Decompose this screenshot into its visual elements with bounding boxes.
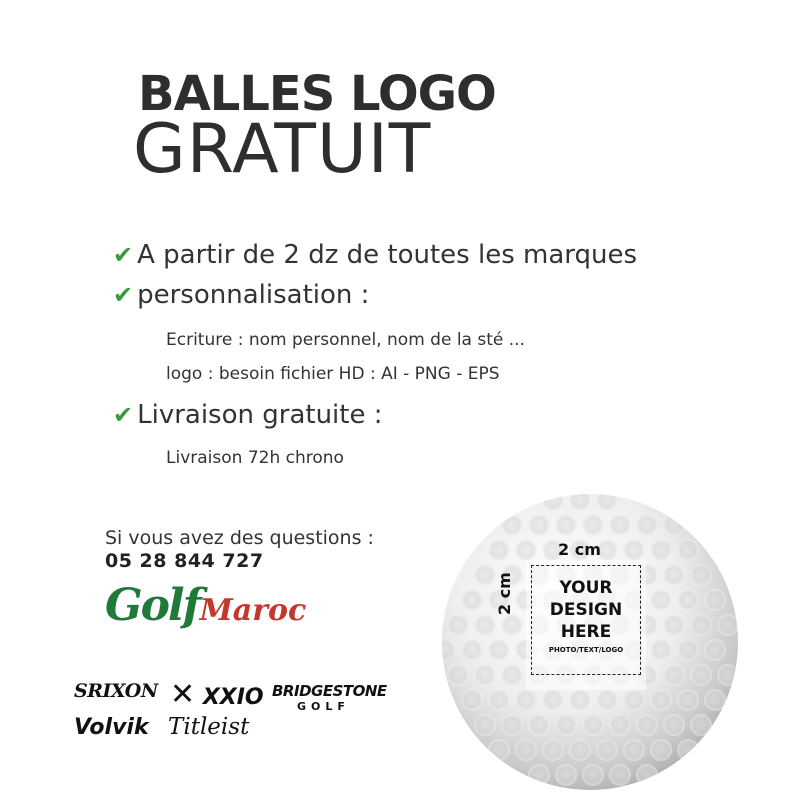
- ball-dimple: [488, 739, 510, 761]
- ball-dimple: [474, 714, 496, 736]
- xxio-text: XXIO: [202, 685, 264, 710]
- ball-dimple: [461, 589, 483, 611]
- ball-dimple: [663, 514, 685, 536]
- volvik-logo: Volvik: [74, 715, 149, 740]
- ball-dimple: [663, 564, 685, 586]
- check-icon: ✔: [113, 281, 134, 309]
- ball-dimple: [501, 614, 523, 636]
- ball-dimple: [717, 614, 739, 636]
- ball-dimple: [528, 764, 550, 786]
- sub-logo: logo : besoin fichier HD : AI - PNG - EPS: [166, 364, 500, 384]
- ball-dimple: [690, 564, 712, 586]
- ball-dimple: [677, 739, 699, 761]
- bullet-text: personnalisation :: [137, 280, 370, 310]
- ball-dimple: [501, 664, 523, 686]
- ball-dimple: [515, 539, 537, 561]
- ball-dimple: [569, 689, 591, 711]
- ball-dimple: [609, 764, 631, 786]
- ball-dimple: [488, 539, 510, 561]
- ball-dimple: [623, 689, 645, 711]
- ball-dimple: [650, 539, 672, 561]
- ball-dimple: [677, 539, 699, 561]
- title-line-1: BALLES LOGO: [138, 66, 496, 122]
- ball-dimple: [650, 589, 672, 611]
- bullet-brands: [113, 240, 637, 270]
- ball-dimple: [555, 764, 577, 786]
- bridgestone-logo: BRIDGESTONE: [272, 682, 387, 700]
- ball-dimple: [690, 664, 712, 686]
- ball-dimple: [650, 689, 672, 711]
- ball-dimple: [461, 689, 483, 711]
- height-dimension-label: 2 cm: [495, 572, 514, 615]
- titleist-logo: Titleist: [168, 714, 250, 740]
- contact-phone[interactable]: 05 28 844 727: [105, 550, 264, 572]
- design-placeholder-sub: PHOTO/TEXT/LOGO: [548, 646, 624, 654]
- ball-dimple: [704, 689, 726, 711]
- ball-dimple: [555, 714, 577, 736]
- ball-dimple: [582, 764, 604, 786]
- ball-dimple: [609, 714, 631, 736]
- ball-dimple: [677, 689, 699, 711]
- ball-dimple: [717, 664, 739, 686]
- ball-dimple: [474, 664, 496, 686]
- ball-dimple: [677, 639, 699, 661]
- ball-dimple: [447, 664, 469, 686]
- bridgestone-golf-text: GOLF: [297, 700, 350, 713]
- ball-dimple: [650, 639, 672, 661]
- ball-dimple: [474, 564, 496, 586]
- design-placeholder-text: YOUR DESIGN HERE: [549, 578, 623, 642]
- ball-dimple: [623, 739, 645, 761]
- title-line-2: GRATUIT: [133, 110, 432, 189]
- ball-dimple: [663, 614, 685, 636]
- contact-question: Si vous avez des questions :: [105, 527, 374, 549]
- ball-dimple: [704, 589, 726, 611]
- sub-delivery: Livraison 72h chrono: [166, 448, 344, 468]
- golfmaroc-logo: [105, 580, 306, 631]
- ball-dimple: [515, 739, 537, 761]
- ball-dimple: [488, 689, 510, 711]
- check-icon: ✔: [113, 241, 134, 269]
- ball-dimple: [690, 714, 712, 736]
- ball-dimple: [582, 514, 604, 536]
- check-icon: ✔: [113, 401, 134, 429]
- ball-dimple: [488, 639, 510, 661]
- ball-dimple: [704, 639, 726, 661]
- ball-dimple: [501, 514, 523, 536]
- logo-golf: Golf: [105, 580, 200, 631]
- srixon-logo: SRIXON: [74, 680, 158, 702]
- x-mark-icon: ✕: [170, 677, 196, 712]
- ball-dimple: [677, 589, 699, 611]
- ball-dimple: [542, 739, 564, 761]
- ball-dimple: [650, 739, 672, 761]
- sub-ecriture: Ecriture : nom personnel, nom de la sté ...: [166, 330, 525, 350]
- ball-dimple: [555, 514, 577, 536]
- ball-dimple: [636, 514, 658, 536]
- ball-dimple: [582, 714, 604, 736]
- ball-dimple: [474, 614, 496, 636]
- ball-dimple: [515, 689, 537, 711]
- ball-dimple: [663, 664, 685, 686]
- width-dimension-label: 2 cm: [558, 540, 601, 559]
- ball-dimple: [636, 714, 658, 736]
- ball-dimple: [609, 514, 631, 536]
- ball-dimple: [663, 714, 685, 736]
- ball-dimple: [596, 739, 618, 761]
- bullet-text: A partir de 2 dz de toutes les marques: [137, 240, 638, 270]
- ball-dimple: [447, 614, 469, 636]
- bullet-personalisation: [113, 280, 369, 310]
- ball-dimple: [461, 639, 483, 661]
- ball-dimple: [636, 764, 658, 786]
- ball-dimple: [623, 539, 645, 561]
- bullet-text: Livraison gratuite :: [137, 400, 383, 430]
- logo-maroc: Maroc: [199, 593, 307, 628]
- bullet-delivery: [113, 400, 382, 430]
- xxio-logo: [170, 677, 264, 712]
- ball-dimple: [596, 689, 618, 711]
- ball-dimple: [542, 689, 564, 711]
- ball-dimple: [528, 714, 550, 736]
- ball-dimple: [569, 739, 591, 761]
- ball-dimple: [690, 614, 712, 636]
- ball-dimple: [501, 714, 523, 736]
- ball-dimple: [528, 514, 550, 536]
